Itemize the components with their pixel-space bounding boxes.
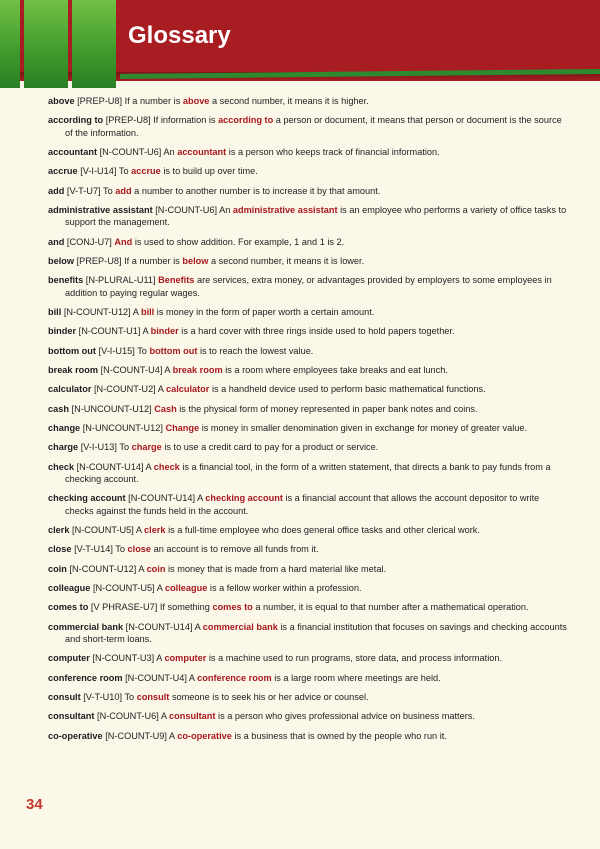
entry-definition: is a financial tool, in the form of a written statement, that directs a bank to pay funds from a checking account. xyxy=(65,461,551,485)
entry-term: clerk xyxy=(48,525,70,536)
entry-tag: [N-COUNT-U9] xyxy=(105,730,167,741)
entry-tag: [V-T-U7] xyxy=(66,185,101,196)
entry-highlight: comes to xyxy=(212,602,253,613)
entry-definition-start: A xyxy=(142,326,149,337)
entry-term: add xyxy=(48,185,65,196)
entry-definition-start: If something xyxy=(159,602,210,613)
glossary-entry xyxy=(48,621,568,646)
glossary-entry xyxy=(48,461,568,486)
entry-term: above xyxy=(48,96,75,106)
entry-definition-start: An xyxy=(219,204,231,215)
entry-highlight: below xyxy=(182,256,209,267)
glossary-entry xyxy=(48,274,568,299)
entry-definition-start: A xyxy=(156,653,162,664)
entry-definition-start: A xyxy=(194,621,201,632)
entry-definition-start: A xyxy=(197,493,203,504)
entry-tag: [N-COUNT-U6] xyxy=(99,147,162,158)
entry-definition: is money in smaller denomination given in exchange for money of greater value. xyxy=(201,422,528,433)
entry-definition-start: A xyxy=(188,672,195,683)
entry-tag: [N-COUNT-U14] xyxy=(125,621,193,632)
entry-definition: is a person who gives professional advice on business matters. xyxy=(218,711,475,722)
entry-tag: [V-T-U10] xyxy=(83,692,123,703)
entry-tag: [V PHRASE-U7] xyxy=(90,602,158,613)
entry-term: computer xyxy=(48,653,90,664)
entry-tag: [N-COUNT-U14] xyxy=(76,461,144,472)
entry-tag: [V-I-U14] xyxy=(80,166,117,177)
glossary-entry xyxy=(48,691,568,704)
entry-definition: an account is to remove all funds from it. xyxy=(153,544,319,555)
entry-tag: [N-COUNT-U4] xyxy=(100,365,163,376)
entry-highlight: colleague xyxy=(164,583,208,594)
glossary-entry xyxy=(48,730,568,743)
glossary-entry xyxy=(48,441,568,454)
entry-definition: a person or document, it means that person or document is the source of the information. xyxy=(65,115,562,138)
entry-definition-start: To xyxy=(118,166,129,177)
entry-definition-start: A xyxy=(132,307,139,318)
entry-tag: [PREP-U8] xyxy=(105,115,151,126)
glossary-entry xyxy=(48,185,568,198)
entry-highlight: commercial bank xyxy=(202,621,278,632)
glossary-entry xyxy=(48,543,568,556)
entry-definition: is the physical form of money represented in paper bank notes and coins. xyxy=(179,403,478,414)
entry-term: bill xyxy=(48,307,62,318)
entry-highlight: And xyxy=(114,236,133,247)
entry-highlight: binder xyxy=(150,326,179,337)
entry-definition-start: To xyxy=(124,692,135,703)
entry-term: consultant xyxy=(48,711,95,722)
entry-definition: is a handheld device used to perform basic mathematical functions. xyxy=(211,384,486,395)
page-number: 34 xyxy=(26,796,43,813)
glossary-entry xyxy=(48,524,568,537)
entry-definition-start: If information is xyxy=(153,115,216,126)
entry-definition: is a financial institution that focuses on savings and checking accounts and short-term loans. xyxy=(65,621,567,645)
entry-definition-start: A xyxy=(138,563,144,574)
entry-definition: is to use a credit card to pay for a product or service. xyxy=(164,442,379,453)
entry-term: break room xyxy=(48,365,99,376)
entry-term: close xyxy=(48,544,72,555)
entry-definition: a second number, it means it is higher. xyxy=(211,96,369,106)
entry-tag: [V-I-U15] xyxy=(98,345,135,356)
glossary-entry xyxy=(48,652,568,665)
entry-term: below xyxy=(48,256,75,267)
entry-term: comes to xyxy=(48,602,89,613)
glossary-entry xyxy=(48,345,568,358)
entry-definition: is a fellow worker within a profession. xyxy=(209,583,362,594)
decorative-green-bar xyxy=(0,0,20,88)
entry-term: accountant xyxy=(48,147,98,158)
glossary-entry xyxy=(48,325,568,338)
entry-definition-start: A xyxy=(164,365,171,376)
entry-highlight: Cash xyxy=(154,403,177,414)
decorative-green-bar xyxy=(24,0,68,88)
entry-term: according to xyxy=(48,115,104,126)
entry-term: co-operative xyxy=(48,730,103,741)
entry-definition-start: An xyxy=(163,147,175,158)
entry-definition: is a hard cover with three rings inside used to hold papers together. xyxy=(181,326,455,337)
glossary-entry xyxy=(48,710,568,723)
entry-definition: is to build up over time. xyxy=(163,166,258,177)
glossary-entry xyxy=(48,601,568,614)
entry-highlight: accountant xyxy=(177,147,227,158)
entry-definition-start: To xyxy=(115,544,125,555)
entry-tag: [PREP-U8] xyxy=(77,96,123,106)
entry-definition-start: To xyxy=(119,442,130,453)
entry-definition-start: If a number is xyxy=(124,256,180,267)
entry-definition: a number to another number is to increase it by that amount. xyxy=(134,185,381,196)
entry-highlight: add xyxy=(115,185,132,196)
entry-definition: is to reach the lowest value. xyxy=(199,345,314,356)
entry-highlight: check xyxy=(153,461,180,472)
entry-term: administrative assistant xyxy=(48,204,153,215)
entry-highlight: co-operative xyxy=(177,730,232,741)
entry-tag: [N-COUNT-U1] xyxy=(78,326,141,337)
entry-highlight: Benefits xyxy=(158,275,195,286)
glossary-entry xyxy=(48,403,568,416)
entry-highlight: clerk xyxy=(144,525,166,536)
entry-highlight: consultant xyxy=(169,711,216,722)
entry-term: check xyxy=(48,461,75,472)
entry-highlight: above xyxy=(182,96,210,106)
entry-definition-start: A xyxy=(135,525,142,536)
entry-term: checking account xyxy=(48,493,126,504)
entry-tag: [V-T-U14] xyxy=(74,544,113,555)
entry-highlight: close xyxy=(127,544,152,555)
entry-highlight: conference room xyxy=(197,672,272,683)
glossary-entry xyxy=(48,255,568,268)
entry-definition: is a business that is owned by the people who run it. xyxy=(234,730,447,741)
entry-tag: [N-COUNT-U3] xyxy=(92,653,155,664)
entry-definition: is an employee who performs a variety of office tasks to support the management. xyxy=(65,204,567,228)
entry-highlight: coin xyxy=(146,563,166,574)
entry-term: colleague xyxy=(48,583,91,594)
entry-definition: is money in the form of paper worth a certain amount. xyxy=(156,307,375,318)
entry-definition: are services, extra money, or advantages provided by employers to some employees in addition to paying regular wages. xyxy=(65,275,552,298)
entry-term: bottom out xyxy=(48,345,96,356)
glossary-entry xyxy=(48,146,568,159)
entry-tag: [N-COUNT-U5] xyxy=(72,525,134,536)
glossary-entry xyxy=(48,95,568,108)
entry-definition: is a large room where meetings are held. xyxy=(274,672,441,683)
entry-term: cash xyxy=(48,403,69,414)
glossary-entry xyxy=(48,492,568,517)
entry-definition: is a full-time employee who does general office tasks and other clerical work. xyxy=(168,525,480,536)
entry-tag: [N-PLURAL-U11] xyxy=(85,275,156,286)
glossary-entry xyxy=(48,165,568,178)
entry-highlight: calculator xyxy=(165,384,210,395)
entry-term: coin xyxy=(48,563,67,574)
glossary-entry xyxy=(48,422,568,435)
entry-highlight: Change xyxy=(165,422,200,433)
glossary-entry xyxy=(48,582,568,595)
entry-highlight: checking account xyxy=(205,493,283,504)
entry-tag: [CONJ-U7] xyxy=(66,236,112,247)
entry-definition-start: A xyxy=(156,583,163,594)
entry-definition: a second number, it means it is lower. xyxy=(210,256,365,267)
page-title: Glossary xyxy=(128,22,231,49)
entry-definition-start: A xyxy=(145,461,152,472)
entry-definition: is money that is made from a hard material like metal. xyxy=(168,563,387,574)
entry-term: and xyxy=(48,236,65,247)
entry-definition: is a person who keeps track of financial information. xyxy=(228,147,440,158)
entry-highlight: computer xyxy=(164,653,207,664)
decorative-green-bar xyxy=(72,0,116,88)
entry-highlight: accrue xyxy=(131,166,161,177)
entry-term: accrue xyxy=(48,166,78,177)
glossary-entry xyxy=(48,672,568,685)
entry-definition: is a room where employees take breaks and eat lunch. xyxy=(225,365,448,376)
entry-highlight: break room xyxy=(172,365,223,376)
entry-term: calculator xyxy=(48,384,92,395)
entry-highlight: bill xyxy=(140,307,155,318)
glossary-entry xyxy=(48,306,568,319)
glossary-list xyxy=(48,95,568,749)
entry-term: charge xyxy=(48,442,79,453)
entry-tag: [PREP-U8] xyxy=(76,256,122,267)
entry-highlight: charge xyxy=(131,442,162,453)
entry-definition-start: A xyxy=(160,711,167,722)
entry-tag: [N-COUNT-U4] xyxy=(125,672,187,683)
entry-definition: is used to show addition. For example, 1 and 1 is 2. xyxy=(134,236,345,247)
entry-tag: [N-COUNT-U6] xyxy=(97,711,159,722)
entry-tag: [N-COUNT-U2] xyxy=(93,384,156,395)
entry-definition-start: To xyxy=(137,345,147,356)
entry-definition: is a financial account that allows the account depositor to write checks against the funds held in the account. xyxy=(65,493,540,516)
glossary-entry xyxy=(48,236,568,249)
entry-definition-start: If a number is xyxy=(124,96,181,106)
entry-definition-start: A xyxy=(157,384,164,395)
entry-definition: a number, it is equal to that number after a mathematical operation. xyxy=(255,602,529,613)
glossary-entry xyxy=(48,204,568,229)
entry-definition: someone is to seek his or her advice or counsel. xyxy=(171,692,369,703)
entry-tag: [N-COUNT-U6] xyxy=(155,204,218,215)
entry-term: change xyxy=(48,422,81,433)
glossary-entry xyxy=(48,383,568,396)
entry-term: commercial bank xyxy=(48,621,124,632)
entry-tag: [N-COUNT-U12] xyxy=(69,563,137,574)
entry-term: binder xyxy=(48,326,77,337)
entry-tag: [N-UNCOUNT-U12] xyxy=(71,403,152,414)
glossary-entry xyxy=(48,114,568,139)
entry-highlight: bottom out xyxy=(149,345,198,356)
entry-tag: [V-I-U13] xyxy=(80,442,117,453)
entry-highlight: consult xyxy=(136,692,170,703)
entry-highlight: administrative assistant xyxy=(232,204,338,215)
glossary-entry xyxy=(48,563,568,576)
glossary-entry xyxy=(48,364,568,377)
entry-tag: [N-COUNT-U12] xyxy=(63,307,131,318)
entry-definition-start: To xyxy=(103,185,113,196)
entry-term: conference room xyxy=(48,672,123,683)
entry-term: consult xyxy=(48,692,81,703)
entry-definition-start: A xyxy=(169,730,175,741)
entry-tag: [N-COUNT-U5] xyxy=(92,583,155,594)
entry-tag: [N-COUNT-U14] xyxy=(128,493,196,504)
entry-definition: is a machine used to run programs, store data, and process information. xyxy=(208,653,503,664)
entry-tag: [N-UNCOUNT-U12] xyxy=(82,422,163,433)
entry-highlight: according to xyxy=(218,115,274,126)
entry-term: benefits xyxy=(48,275,84,286)
